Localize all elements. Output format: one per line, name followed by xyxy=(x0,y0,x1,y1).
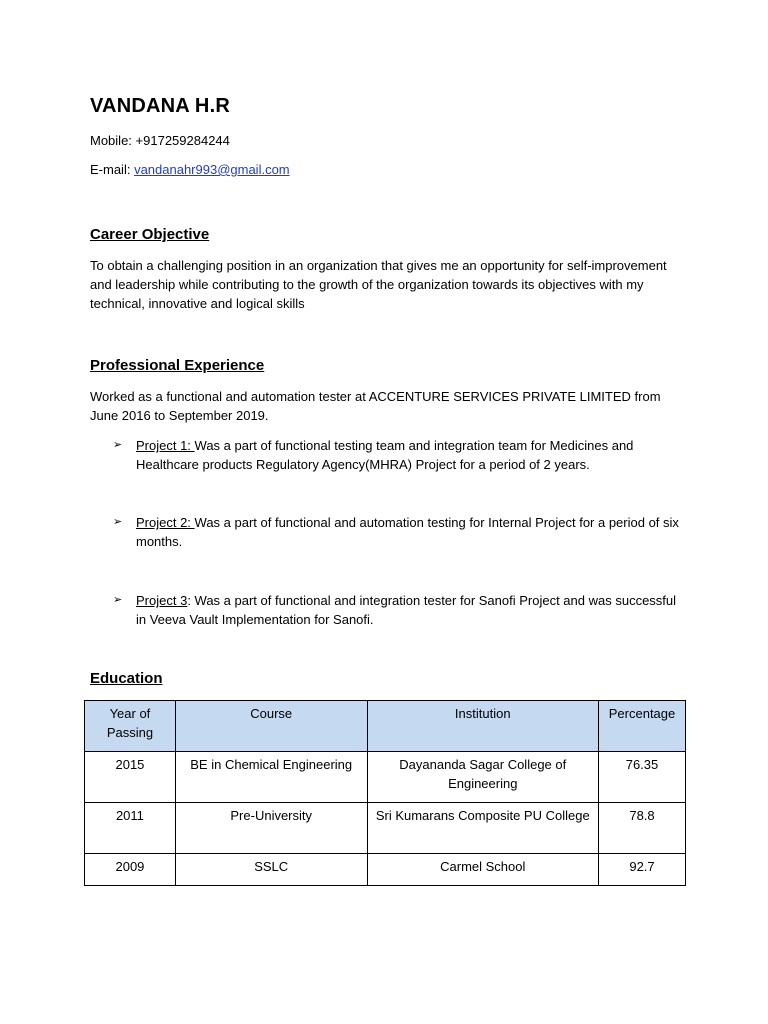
table-row xyxy=(85,854,686,886)
course-cell: SSLC xyxy=(175,854,367,886)
mobile-number: +917259284244 xyxy=(135,133,230,148)
percentage-cell: 76.35 xyxy=(599,752,686,803)
project-label: Project 2: xyxy=(136,515,195,530)
column-header-year: Year of Passing xyxy=(85,701,176,752)
course-cell: Pre-University xyxy=(175,803,367,854)
project-label: Project 1: xyxy=(136,438,195,453)
project-text: Was a part of functional and automation testing for Internal Project for a period of six months. xyxy=(136,515,679,549)
project-label: Project 3 xyxy=(136,593,188,608)
arrow-bullet-icon: ➢ xyxy=(113,439,123,451)
email-label: E-mail: xyxy=(90,162,135,177)
percentage-cell: 78.8 xyxy=(599,803,686,854)
percentage-cell: 92.7 xyxy=(599,854,686,886)
experience-heading: Professional Experience xyxy=(90,357,265,374)
arrow-bullet-icon: ➢ xyxy=(113,594,123,606)
course-cell: BE in Chemical Engineering xyxy=(175,752,367,803)
institution-cell: Carmel School xyxy=(367,854,598,886)
career-objective-text: To obtain a challenging position in an organization that gives me an opportunity for self-improvement and leadership while contributing to the growth of the organization towards its objectives with my technical, innovative and logical skills xyxy=(90,258,667,311)
table-row xyxy=(85,803,686,854)
column-header-course: Course xyxy=(175,701,367,752)
column-header-percentage: Percentage xyxy=(599,701,686,752)
institution-cell: Sri Kumarans Composite PU College xyxy=(367,803,598,854)
year-cell: 2011 xyxy=(85,803,176,854)
project-text: : Was a part of functional and integration tester for Sanofi Project and was successful in Veeva Vault Implementation for Sanofi. xyxy=(136,593,677,627)
arrow-bullet-icon: ➢ xyxy=(113,516,123,528)
career-objective-heading: Career Objective xyxy=(90,226,210,243)
email-link[interactable]: vandanahr993@gmail.com xyxy=(134,162,290,177)
education-table xyxy=(84,700,686,886)
experience-summary: Worked as a functional and automation tester at ACCENTURE SERVICES PRIVATE LIMITED from June 2016 to September 2019. xyxy=(90,389,661,423)
mobile-label: Mobile: xyxy=(90,133,136,148)
email-line xyxy=(90,162,290,177)
mobile-line xyxy=(90,133,230,148)
table-header-row xyxy=(85,701,686,752)
year-cell: 2009 xyxy=(85,854,176,886)
year-cell: 2015 xyxy=(85,752,176,803)
institution-cell: Dayananda Sagar College of Engineering xyxy=(367,752,598,803)
candidate-name: VANDANA H.R xyxy=(90,95,230,117)
table-row xyxy=(85,752,686,803)
education-heading: Education xyxy=(90,670,163,687)
column-header-institution: Institution xyxy=(367,701,598,752)
project-text: Was a part of functional testing team and integration team for Medicines and Healthcare products Regulatory Agency(MHRA) Project for a period of 2 years. xyxy=(136,438,634,472)
